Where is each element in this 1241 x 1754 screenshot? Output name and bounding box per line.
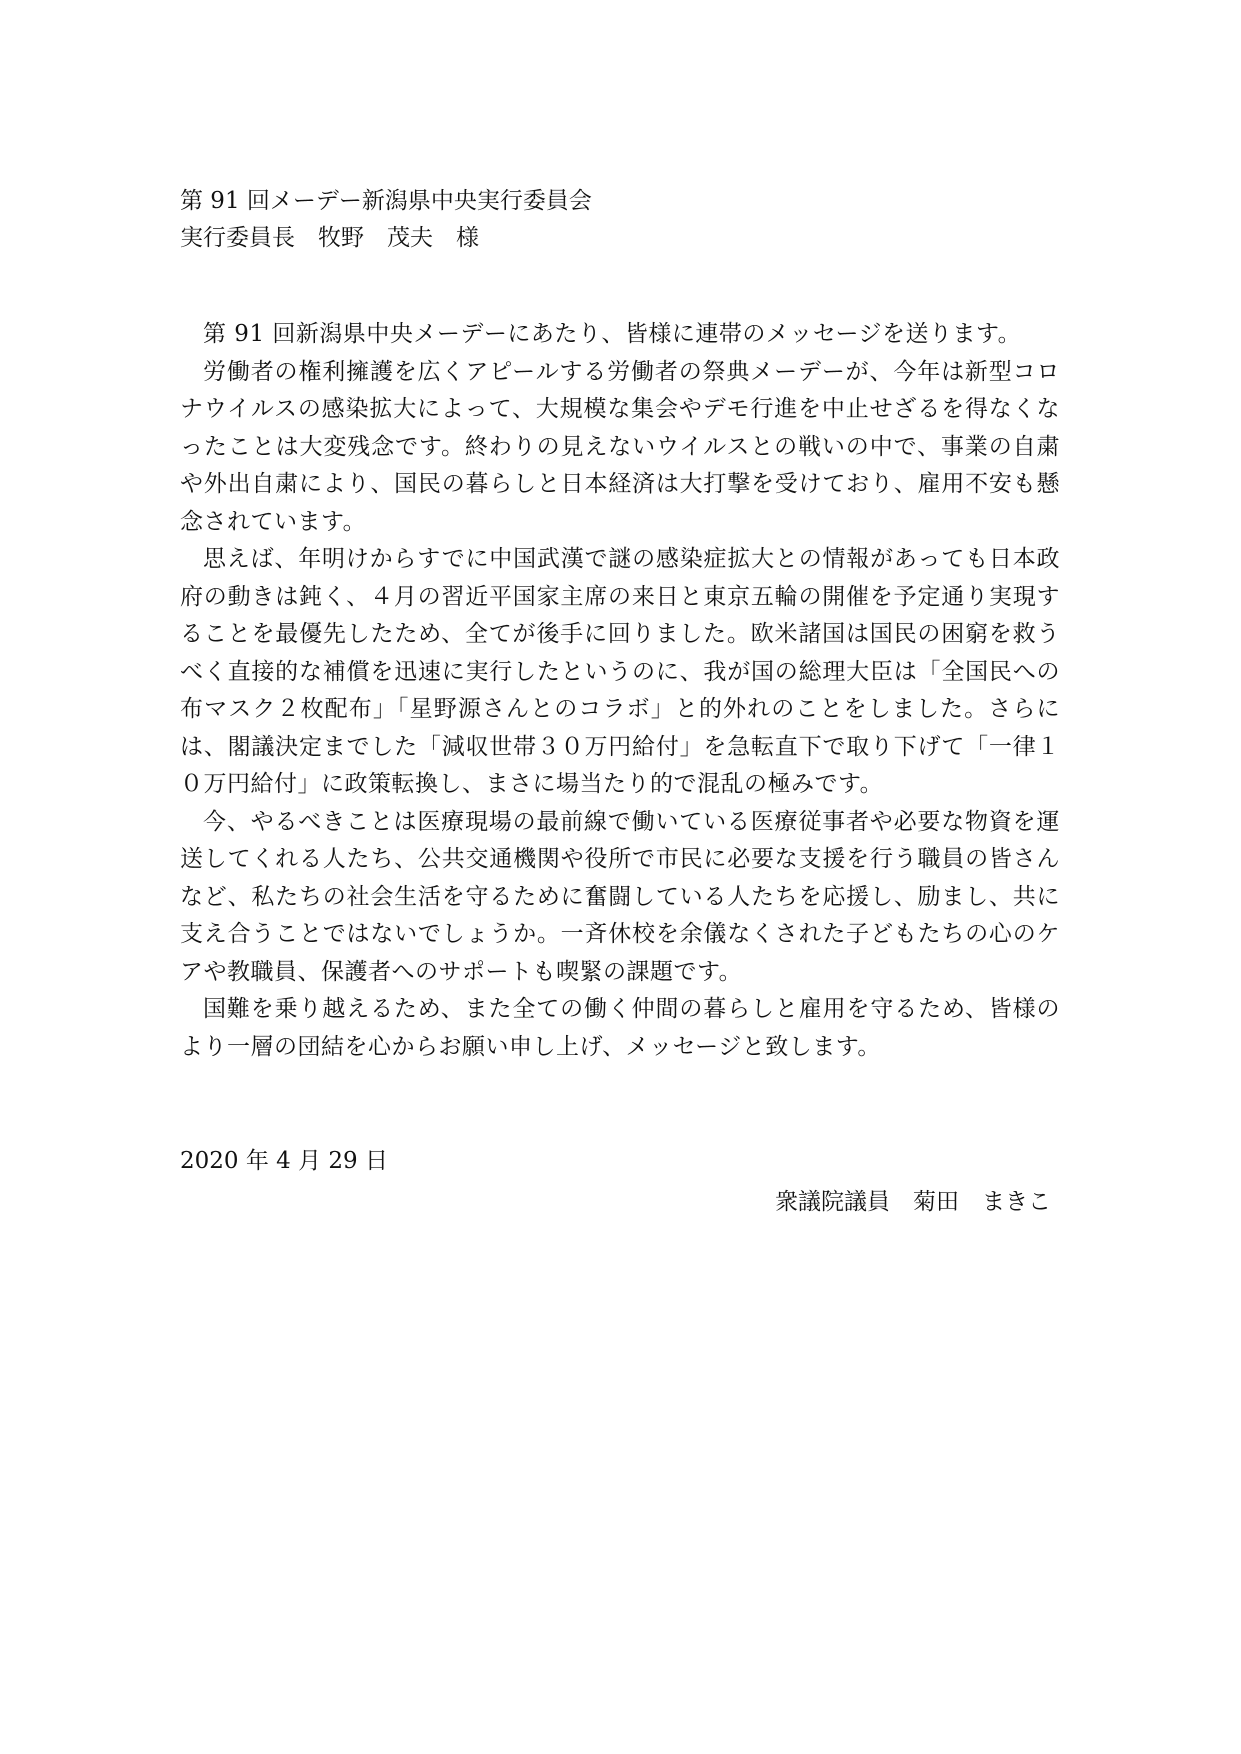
letter-date: 2020 年 4 月 29 日 (180, 1148, 388, 1174)
signature: 衆議院議員 菊田 まきこ (775, 1189, 1051, 1215)
paragraph-closing: 国難を乗り越えるため、また全ての働く仲間の暮らしと雇用を守るため、皆様のより一層の団結を心からお願い申し上げ、メッセージと致します。 (180, 996, 1060, 1060)
recipient-organization: 第 91 回メーデー新潟県中央実行委員会 (180, 188, 592, 214)
paragraph-support-workers: 今、やるべきことは医療現場の最前線で働いている医療従事者や必要な物資を運送してくれる人たち、公共交通機関や役所で市民に必要な支援を行う職員の皆さんなど、私たちの社会生活を守るために奮闘している人たちを応援し、励まし、共に支え合うことではないでしょうか。一斉休校を余儀なくされた子どもたちの心のケアや教職員、保護者へのサポートも喫緊の課題です。 (180, 808, 1060, 985)
recipient-name: 実行委員長 牧野 茂夫 様 (180, 225, 479, 251)
paragraph-government-response: 思えば、年明けからすでに中国武漢で謎の感染症拡大との情報があっても日本政府の動きは鈍く、４月の習近平国家主席の来日と東京五輪の開催を予定通り実現することを最優先したため、全てが後手に回りました。欧米諸国は国民の困窮を救うべく直接的な補償を迅速に実行したというのに、我が国の総理大臣は「全国民への布マスク２枚配布」「星野源さんとのコラボ」と的外れのことをしました。さらには、閣議決定までした「減収世帯３０万円給付」を急転直下で取り下げて「一律１０万円給付」に政策転換し、まさに場当たり的で混乱の極みです。 (180, 546, 1060, 797)
letter-body (180, 316, 1060, 1066)
paragraph-mayday-cancellation: 労働者の権利擁護を広くアピールする労働者の祭典メーデーが、今年は新型コロナウイルスの感染拡大によって、大規模な集会やデモ行進を中止せざるを得なくなったことは大変残念です。終わりの見えないウイルスとの戦いの中で、事業の自粛や外出自粛により、国民の暮らしと日本経済は大打撃を受けており、雇用不安も懸念されています。 (180, 358, 1060, 535)
paragraph-greeting: 第 91 回新潟県中央メーデーにあたり、皆様に連帯のメッセージを送ります。 (203, 321, 1022, 347)
